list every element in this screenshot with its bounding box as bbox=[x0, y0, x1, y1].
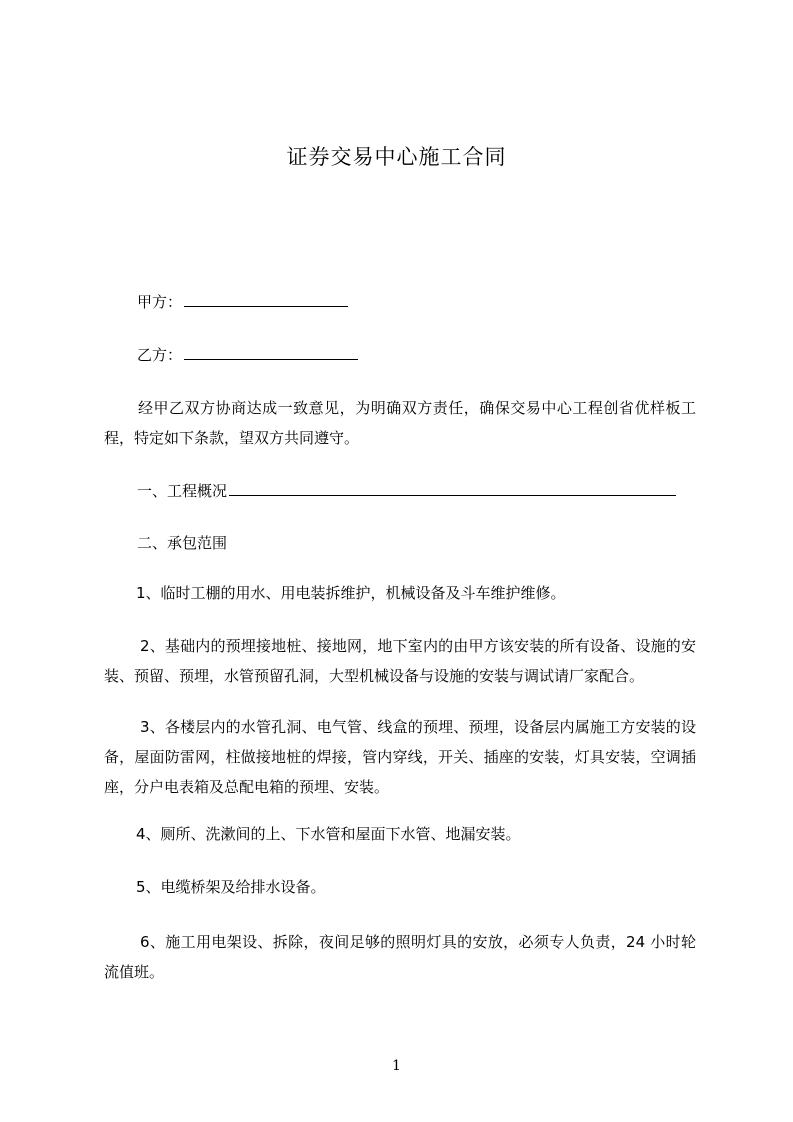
section-1-line bbox=[137, 480, 676, 501]
party-a-blank bbox=[184, 291, 348, 307]
project-overview-blank bbox=[229, 480, 676, 496]
scope-item-1: 1、临时工棚的用水、用电装拆维护，机械设备及斗车维护维修。 bbox=[136, 584, 566, 602]
scope-item-2: 2、基础内的预埋接地桩、接地网，地下室内的由甲方该安装的所有设备、设施的安装、预留、预埋，水管预留孔洞，大型机械设备与设施的安装与调试请厂家配合。 bbox=[104, 637, 696, 685]
party-a-line bbox=[137, 291, 348, 312]
section-1-heading: 一、工程概况 bbox=[137, 482, 228, 500]
scope-item-4: 4、厕所、洗漱间的上、下水管和屋面下水管、地漏安装。 bbox=[136, 825, 521, 843]
intro-paragraph: 经甲乙双方协商达成一致意见，为明确双方责任，确保交易中心工程创省优样板工程，特定如下条款，望双方共同遵守。 bbox=[104, 399, 696, 447]
scope-item-6: 6、施工用电架设、拆除，夜间足够的照明灯具的安放，必须专人负责，24 小时轮流值班。 bbox=[104, 933, 696, 981]
scope-item-5: 5、电缆桥架及给排水设备。 bbox=[136, 878, 326, 896]
party-b-line bbox=[137, 344, 358, 365]
scope-item-3: 3、各楼层内的水管孔洞、电气管、线盒的预埋、预埋，设备层内属施工方安装的设备，屋面防雷网，柱做接地桩的焊接，管内穿线，开关、插座的安装，灯具安装，空调插座，分户电表箱及总配电箱的预埋、安装。 bbox=[104, 718, 696, 796]
document-title: 证券交易中心施工合同 bbox=[286, 145, 507, 169]
party-b-blank bbox=[184, 344, 358, 360]
party-a-label: 甲方： bbox=[137, 293, 183, 311]
section-2-heading: 二、承包范围 bbox=[137, 534, 228, 552]
party-b-label: 乙方： bbox=[137, 346, 183, 364]
page-number: 1 bbox=[392, 1058, 401, 1074]
